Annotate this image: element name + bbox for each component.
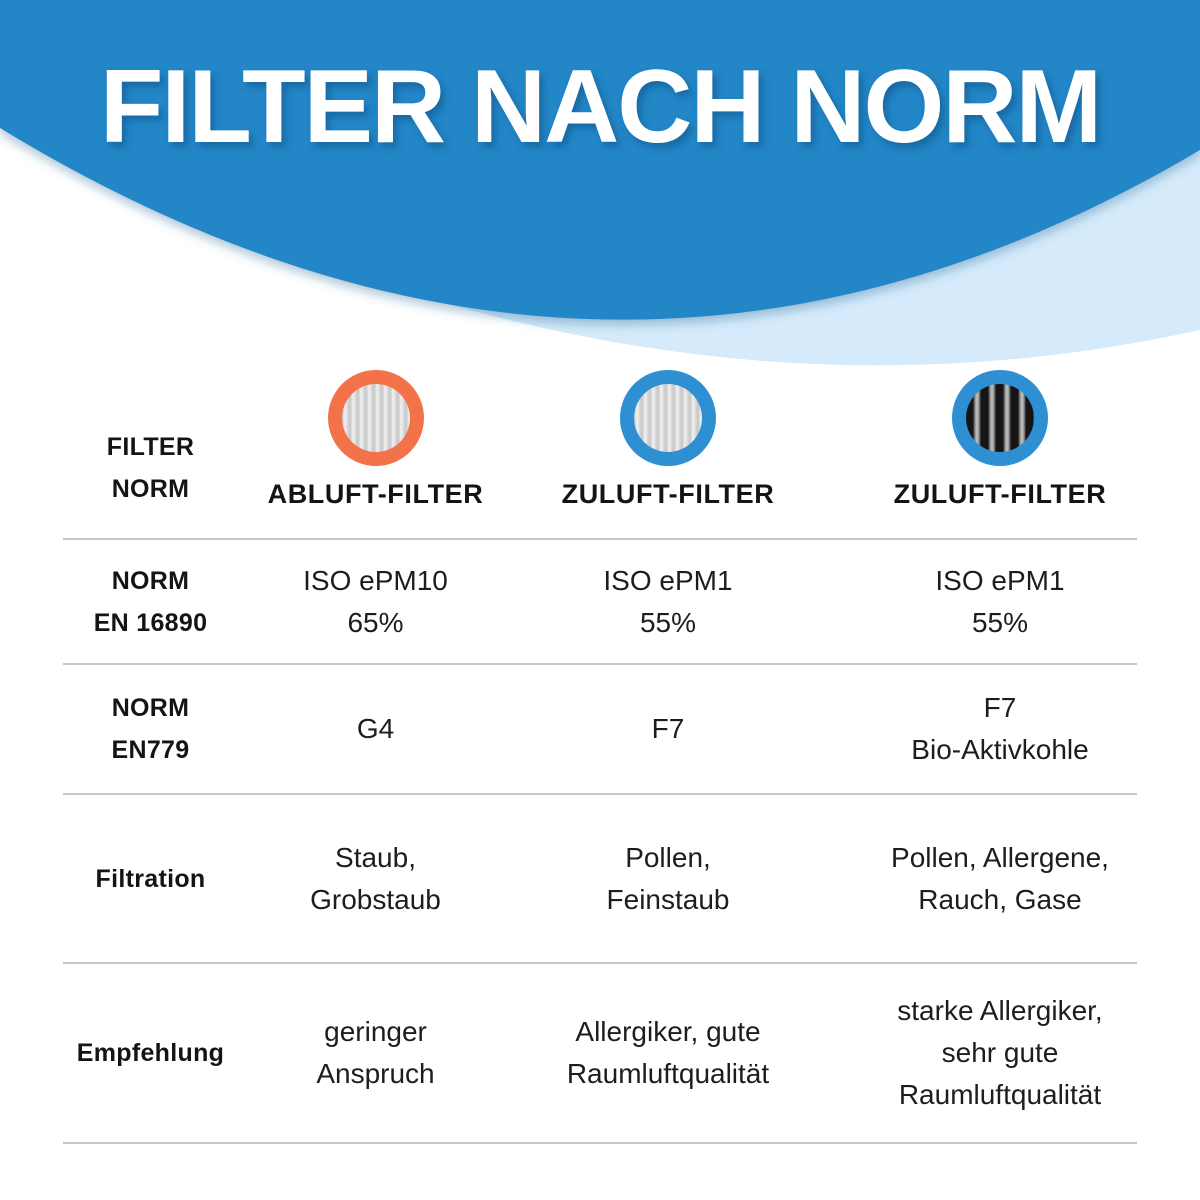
- row-label: [63, 795, 238, 962]
- cell-value-line: Anspruch: [316, 1058, 435, 1089]
- cell-value-line: Feinstaub: [606, 883, 730, 915]
- table-row-norm-en779: [63, 663, 1137, 793]
- cell-value-line: Bio-Aktivkohle: [911, 734, 1089, 765]
- cell-value-line: F7: [651, 713, 685, 744]
- cell-value-line: sehr gute: [941, 1037, 1059, 1068]
- row-label-line: Filtration: [95, 864, 206, 893]
- cell-zuluft-carbon-norm779: [843, 665, 1157, 793]
- row-label: [63, 540, 238, 663]
- cell-value-line: Pollen,: [625, 841, 711, 873]
- filter-comparison-table: [63, 360, 1137, 1144]
- zuluft-carbon-filter-icon: [952, 370, 1048, 466]
- page-title: FILTER NACH NORM: [99, 49, 1101, 165]
- column-label: ZULUFT-FILTER: [893, 479, 1107, 509]
- pleated-filter-media: [342, 384, 410, 452]
- cell-value-line: ISO ePM10: [303, 564, 448, 596]
- cell-value-line: 55%: [971, 606, 1029, 638]
- cell-zuluft-norm779: [513, 665, 823, 793]
- table-row-empfehlung: [63, 962, 1137, 1144]
- cell-value-line: Staub,: [335, 841, 416, 873]
- column-header-zuluft: [513, 360, 823, 538]
- cell-zuluft-empfehlung: [513, 964, 823, 1142]
- cell-value-line: G4: [356, 713, 395, 744]
- cell-value-line: F7: [983, 692, 1017, 723]
- abluft-filter-icon: [328, 370, 424, 466]
- cell-abluft-empfehlung: [238, 964, 513, 1142]
- table-header-row: [63, 360, 1137, 538]
- cell-abluft-norm16890: [238, 540, 513, 663]
- cell-value-line: 65%: [347, 606, 404, 638]
- row-label-line: NORM: [111, 566, 190, 595]
- cell-zuluft-norm16890: [513, 540, 823, 663]
- corner-header-line: FILTER: [106, 433, 195, 461]
- row-label-line: Empfehlung: [76, 1039, 225, 1067]
- row-label: [63, 964, 238, 1142]
- cell-value-line: Rauch, Gase: [918, 883, 1082, 915]
- row-label: [63, 665, 238, 793]
- column-label: ABLUFT-FILTER: [267, 479, 484, 509]
- column-header-zuluft-carbon: [843, 360, 1157, 538]
- cell-value-line: 55%: [639, 606, 697, 638]
- table-row-norm-en16890: [63, 538, 1137, 663]
- table-row-filtration: [63, 793, 1137, 962]
- cell-abluft-filtration: [238, 795, 513, 962]
- cell-value-line: Raumluftqualität: [566, 1058, 770, 1089]
- zuluft-filter-icon: [620, 370, 716, 466]
- carbon-filter-media: [966, 384, 1034, 452]
- cell-value-line: Pollen, Allergene,: [891, 841, 1109, 873]
- cell-value-line: ISO ePM1: [935, 564, 1065, 596]
- column-label: ZULUFT-FILTER: [561, 479, 775, 509]
- corner-header: [63, 360, 238, 538]
- cell-value-line: geringer: [324, 1016, 427, 1047]
- corner-header-line: NORM: [111, 475, 190, 503]
- cell-value-line: starke Allergiker,: [897, 995, 1103, 1026]
- cell-zuluft-filtration: [513, 795, 823, 962]
- cell-zuluft-carbon-empfehlung: [843, 964, 1157, 1142]
- cell-value-line: Raumluftqualität: [898, 1079, 1102, 1110]
- row-label-line: EN 16890: [93, 608, 208, 637]
- cell-zuluft-carbon-filtration: [843, 795, 1157, 962]
- pleated-filter-media: [634, 384, 702, 452]
- row-label-line: NORM: [111, 694, 190, 722]
- cell-abluft-norm779: [238, 665, 513, 793]
- row-label-line: EN779: [111, 736, 190, 764]
- cell-zuluft-carbon-norm16890: [843, 540, 1157, 663]
- cell-value-line: Grobstaub: [310, 883, 441, 915]
- cell-value-line: Allergiker, gute: [575, 1016, 761, 1047]
- column-header-abluft: [238, 360, 513, 538]
- cell-value-line: ISO ePM1: [603, 564, 733, 596]
